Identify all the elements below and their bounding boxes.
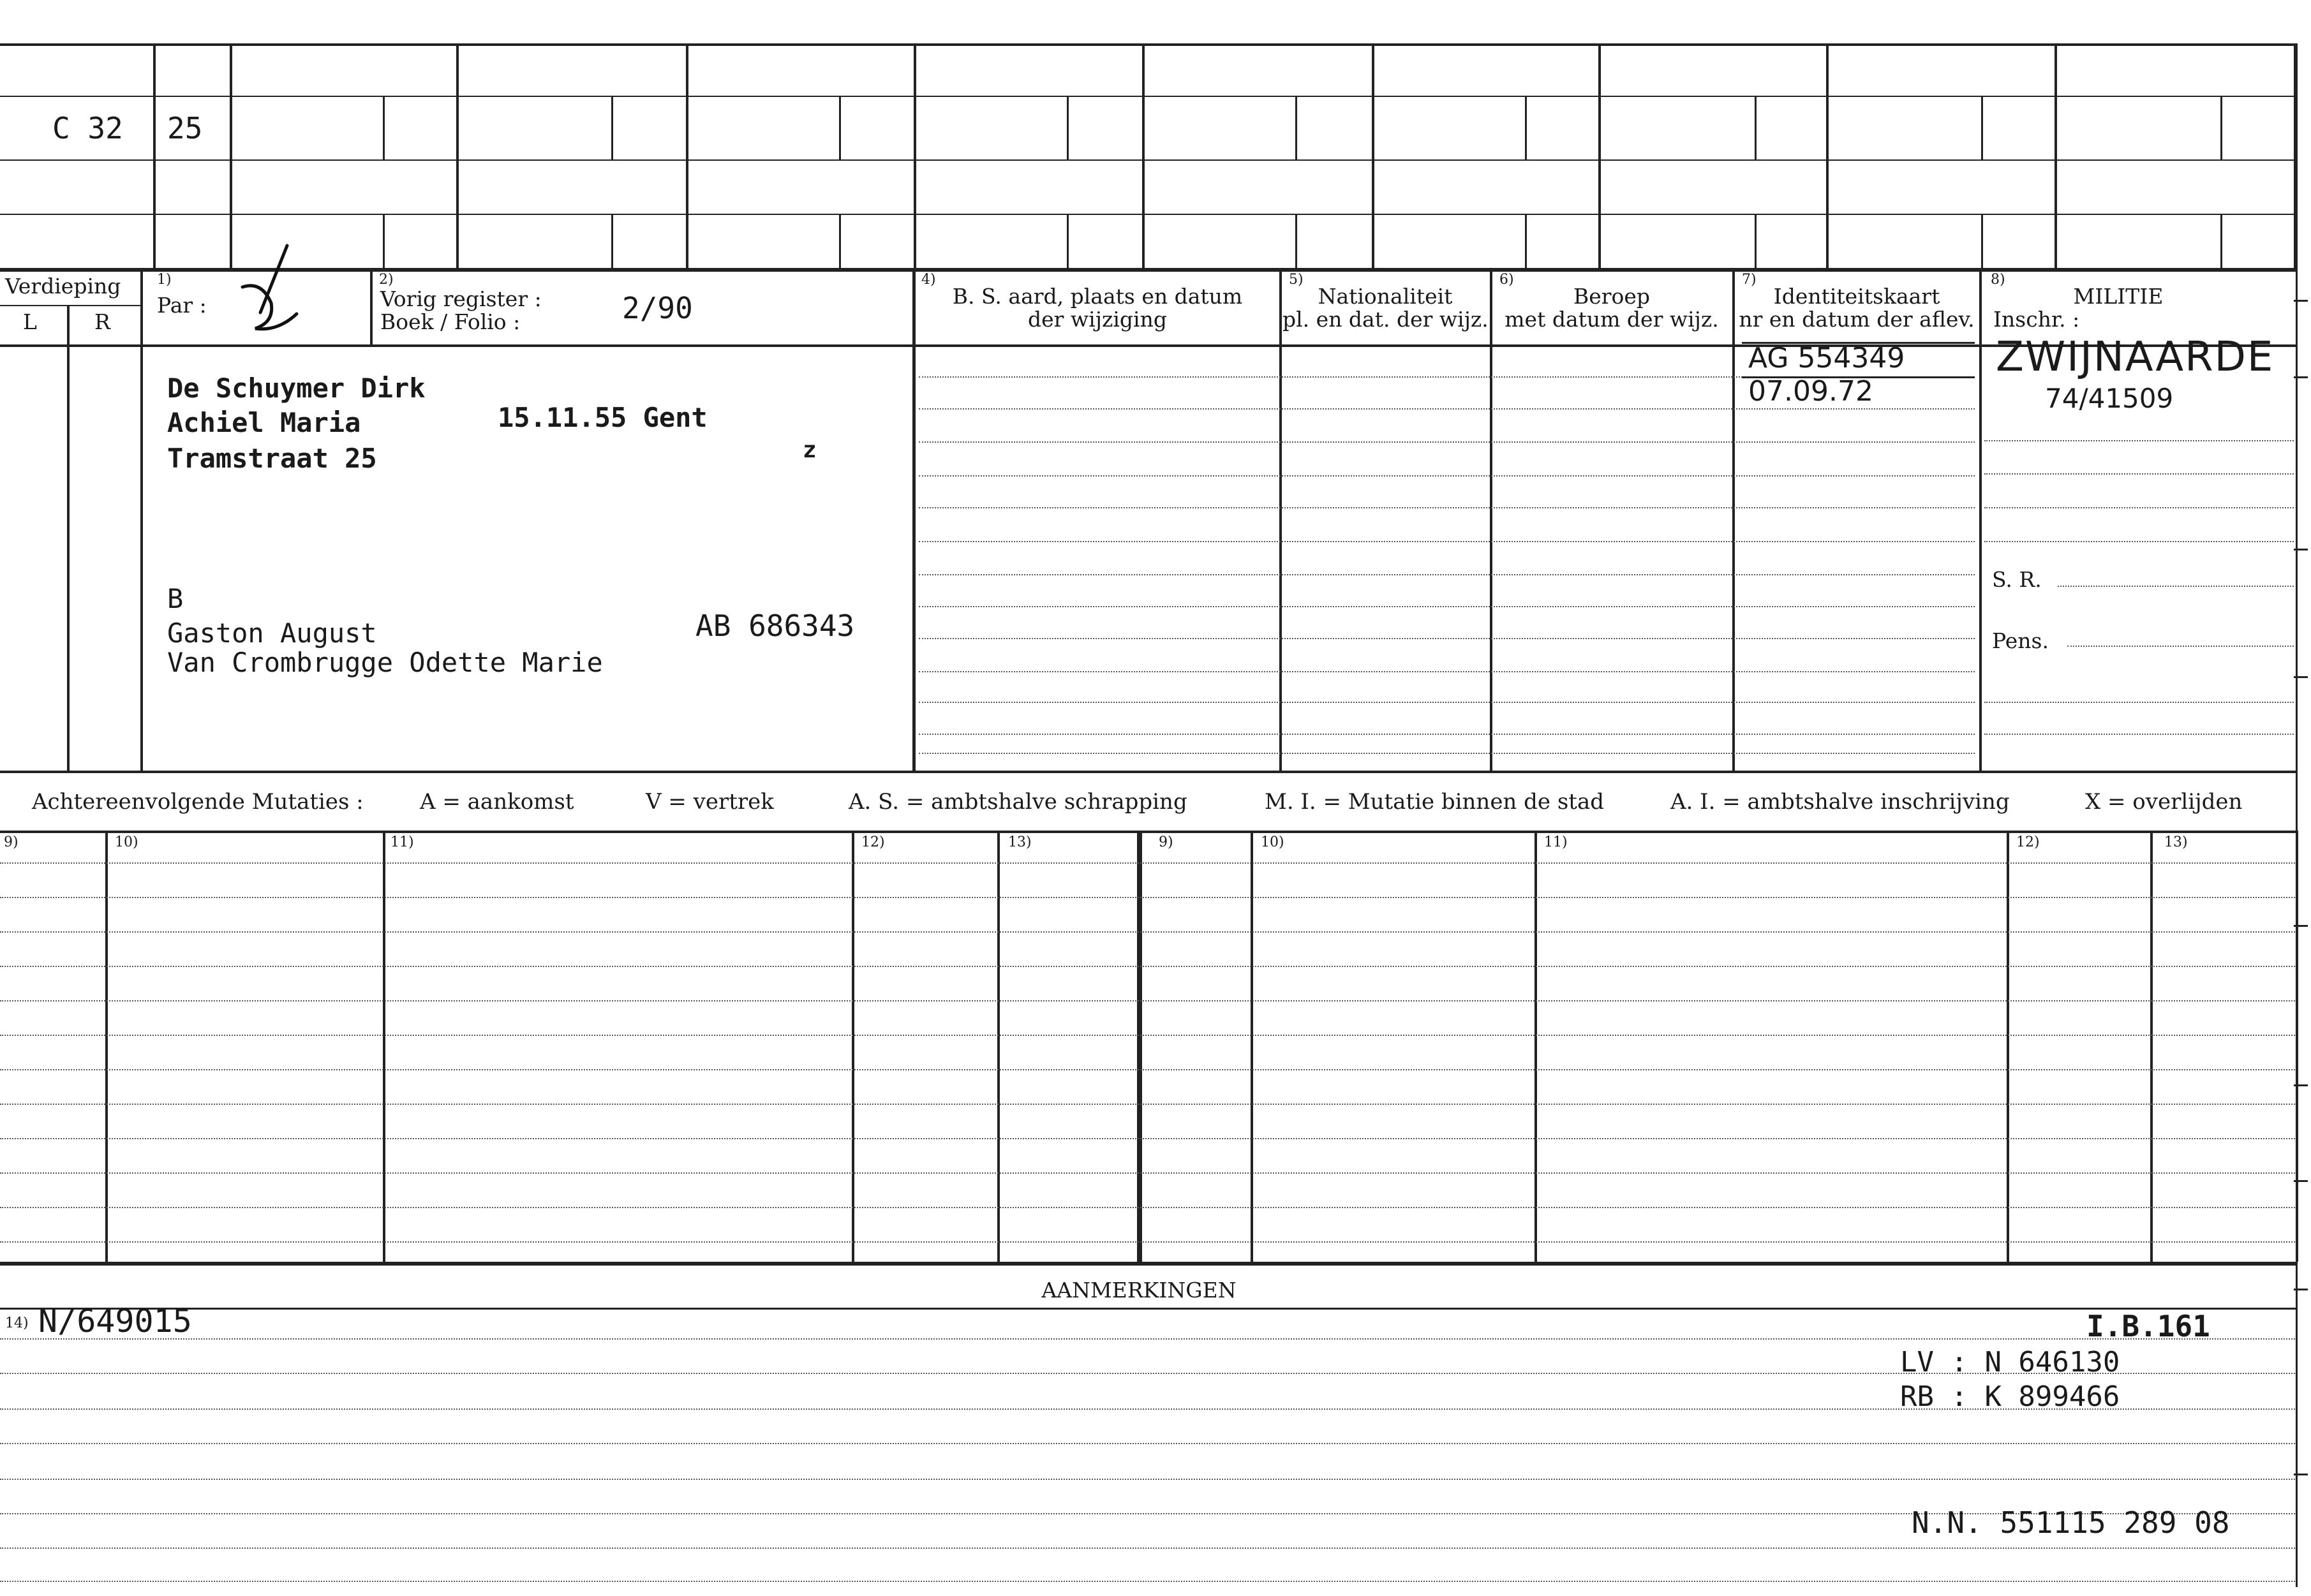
col2-number: 2)	[379, 272, 394, 288]
remarks-dotted-line	[0, 1479, 2297, 1480]
mutations-dotted-line	[0, 1000, 2297, 1001]
mutations-dotted-line	[0, 931, 2297, 933]
index-grid-subline	[1981, 96, 1983, 159]
mutations-column-number: 10)	[115, 834, 138, 850]
mutations-column-line	[383, 831, 385, 1262]
person-mother: Van Crombrugge Odette Marie	[167, 647, 603, 678]
col4-line1: B. S. aard, plaats en datum	[952, 284, 1243, 309]
mutations-column-number: 13)	[2164, 834, 2188, 850]
index-grid-line	[1826, 43, 1829, 268]
index-grid-subline	[611, 214, 613, 268]
militia-sr: S. R.	[1992, 567, 2042, 592]
mutations-column-number: 11)	[390, 834, 414, 850]
remarks-dotted-line	[0, 1338, 2297, 1340]
mutations-column-line	[1137, 831, 1142, 1262]
header-top-line	[0, 268, 2297, 272]
mutations-title: Achtereenvolgende Mutaties :	[32, 789, 364, 815]
militia-dotted-line	[1984, 473, 2294, 475]
person-address: Tramstraat 25	[167, 443, 377, 474]
mutations-column-number: 13)	[1008, 834, 1032, 850]
index-grid-subline	[1067, 214, 1069, 268]
verdieping-right: R	[94, 309, 110, 334]
index-grid-subline	[839, 96, 841, 159]
col7-divider	[1732, 268, 1735, 772]
index-grid-subline	[1295, 214, 1297, 268]
index-grid-line	[153, 43, 156, 268]
legend-ambtshalve-inschrijving: A. I. = ambtshalve inschrijving	[1670, 789, 2010, 815]
remarks-dotted-line	[0, 1443, 2297, 1444]
index-grid-subline	[1295, 96, 1297, 159]
person-surname: De Schuymer Dirk	[167, 373, 426, 404]
mutations-dotted-line	[0, 1069, 2297, 1070]
index-grid-subline	[2220, 214, 2222, 268]
top-border-line	[0, 43, 2297, 46]
militia-dotted-line	[1984, 734, 2294, 735]
mutations-dotted-line	[0, 966, 2297, 967]
mutations-column-line	[1534, 831, 1537, 1262]
militia-number: 74/41509	[2045, 383, 2174, 414]
body-dotted-line	[919, 475, 1975, 477]
mutations-dotted-line	[0, 862, 2297, 864]
col8-divider	[1979, 268, 1982, 772]
mutations-dotted-line	[0, 1104, 2297, 1105]
body-dotted-line	[919, 574, 1975, 575]
body-dotted-line	[919, 638, 1975, 639]
index-grid-line	[1372, 43, 1374, 268]
verdieping-divider	[67, 305, 70, 772]
body-dotted-line	[919, 507, 1975, 508]
col2-line2: Boek / Folio :	[380, 309, 521, 334]
mutations-column-line	[105, 831, 108, 1262]
verdieping-title: Verdieping	[5, 274, 121, 299]
right-edge-line	[2296, 43, 2298, 1587]
body-dotted-line	[919, 541, 1975, 542]
index-grid-line	[914, 43, 916, 268]
col6-divider	[1490, 268, 1492, 772]
col8-number: 8)	[1991, 272, 2005, 288]
col4-number: 4)	[921, 272, 936, 288]
militia-dotted-line	[1984, 702, 2294, 703]
militia-dotted-line	[1984, 541, 2294, 542]
index-grid-subline	[2220, 96, 2222, 159]
mutations-dotted-line	[0, 1035, 2297, 1036]
remarks-title: AANMERKINGEN	[1041, 1278, 1237, 1303]
col5-line2: pl. en dat. der wijz.	[1282, 307, 1489, 332]
col1-number: 1)	[157, 272, 172, 288]
verdieping-split-line	[0, 305, 140, 306]
body-dotted-line	[919, 671, 1975, 672]
verdieping-left: L	[23, 309, 37, 334]
mutations-column-number: 9)	[4, 834, 19, 850]
body-dotted-line	[919, 441, 1975, 443]
mutations-column-line	[1251, 831, 1253, 1262]
remarks-rb: RB : K 899466	[1900, 1380, 2120, 1413]
index-grid-subline	[1755, 96, 1757, 159]
index-grid-subline	[383, 214, 385, 268]
col6-line2: met datum der wijz.	[1505, 307, 1719, 332]
militia-dotted-line	[1984, 507, 2294, 508]
body-dotted-line	[919, 408, 1975, 410]
person-father: Gaston August	[167, 617, 377, 649]
index-grid-line	[1598, 43, 1601, 268]
index-line-2	[0, 159, 2297, 161]
index-grid-line	[686, 43, 688, 268]
legend-mutatie-stad: M. I. = Mutatie binnen de stad	[1265, 789, 1604, 815]
index-grid-subline	[1525, 96, 1527, 159]
body-dotted-line	[919, 606, 1975, 607]
mutations-dotted-line	[0, 1138, 2297, 1139]
mutations-column-number: 12)	[861, 834, 885, 850]
mutations-dotted-line	[0, 1241, 2297, 1243]
col6-number: 6)	[1499, 272, 1514, 288]
remarks-nn: N.N. 551115 289 08	[1912, 1505, 2230, 1540]
col8-title: MILITIE	[2073, 284, 2164, 309]
body-dotted-line	[919, 753, 1975, 754]
mutations-column-number: 12)	[2016, 834, 2040, 850]
index-grid-subline	[1525, 214, 1527, 268]
body-dotted-line	[919, 702, 1975, 703]
person-mark: z	[803, 437, 817, 463]
legend-aankomst: A = aankomst	[420, 789, 574, 815]
col2-value: 2/90	[622, 291, 693, 325]
mutations-dotted-line	[0, 1172, 2297, 1174]
idcard-number: AG 554349	[1748, 342, 1905, 374]
col5-number: 5)	[1289, 272, 1304, 288]
legend-ambtshalve-schrapping: A. S. = ambtshalve schrapping	[849, 789, 1187, 815]
index-grid-line	[456, 43, 459, 268]
index-block: C 32	[52, 111, 123, 145]
person-middle-names: Achiel Maria	[167, 407, 361, 438]
mutations-dotted-line	[0, 897, 2297, 898]
militia-pens: Pens.	[1992, 628, 2049, 653]
col4-line2: der wijziging	[1028, 307, 1167, 332]
index-grid-subline	[1067, 96, 1069, 159]
militia-pens-line	[2067, 646, 2294, 647]
index-grid-subline	[383, 96, 385, 159]
mutations-column-line	[852, 831, 854, 1262]
col7-line2: nr en datum der aflev.	[1739, 307, 1975, 332]
par-handwritten-mark	[236, 242, 306, 338]
index-grid-subline	[1755, 214, 1757, 268]
col2-line1: Vorig register :	[380, 286, 542, 311]
col1-divider	[140, 268, 143, 772]
mutations-top-line	[0, 831, 2297, 833]
header-bottom-line	[0, 344, 2297, 347]
remarks-lv: LV : N 646130	[1900, 1346, 2120, 1378]
index-line-3	[0, 214, 2297, 215]
col8-inschr: Inschr. :	[1993, 307, 2080, 332]
col7-number: 7)	[1742, 272, 1757, 288]
militia-dotted-line	[1984, 440, 2294, 441]
mutations-column-line	[2007, 831, 2009, 1262]
index-grid-subline	[839, 214, 841, 268]
remarks-dotted-line	[0, 1548, 2297, 1549]
col2-divider	[370, 268, 373, 344]
legend-overlijden: X = overlijden	[2085, 789, 2243, 815]
index-grid-line	[230, 43, 232, 268]
body-bottom-line	[0, 771, 2297, 773]
mutations-column-line	[997, 831, 1000, 1262]
idcard-date: 07.09.72	[1748, 375, 1873, 408]
mutations-bottom-line	[0, 1262, 2297, 1266]
militia-place: ZWIJNAARDE	[1996, 334, 2275, 381]
mutations-dotted-line	[0, 1207, 2297, 1208]
remarks-dotted-line	[0, 1581, 2297, 1582]
col4-divider	[912, 268, 916, 772]
index-grid-subline	[1981, 214, 1983, 268]
col6-line1: Beroep	[1573, 284, 1651, 309]
index-grid-line	[2055, 43, 2057, 268]
militia-sr-line	[2058, 586, 2294, 587]
index-grid-subline	[611, 96, 613, 159]
col1-label: Par :	[157, 293, 207, 318]
remarks-number: 14)	[5, 1315, 29, 1331]
mutations-column-number: 11)	[1544, 834, 1568, 850]
index-line-1	[0, 96, 2297, 97]
legend-vertrek: V = vertrek	[646, 789, 774, 815]
remarks-ref: I.B.161	[2086, 1309, 2210, 1343]
remarks-header-line	[0, 1308, 2297, 1310]
mutations-column-line	[2150, 831, 2153, 1262]
col7-line1: Identiteitskaart	[1773, 284, 1940, 309]
col5-line1: Nationaliteit	[1318, 284, 1453, 309]
person-birth: 15.11.55 Gent	[498, 402, 708, 433]
col5-divider	[1279, 268, 1282, 772]
remarks-code: N/649015	[38, 1303, 192, 1340]
mutations-column-number: 10)	[1261, 834, 1284, 850]
body-dotted-line	[919, 734, 1975, 735]
mutations-column-number: 9)	[1159, 834, 1173, 850]
index-grid-line	[1142, 43, 1145, 268]
index-number: 25	[167, 111, 203, 145]
person-parent-code: B	[167, 583, 184, 614]
person-parent-id: AB 686343	[695, 609, 855, 643]
